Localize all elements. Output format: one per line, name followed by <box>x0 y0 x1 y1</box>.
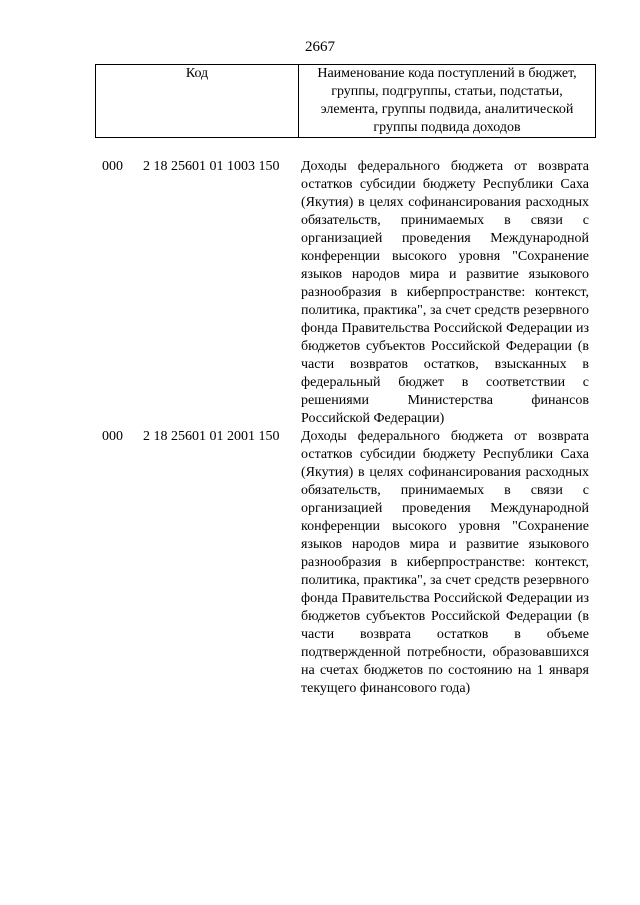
header-code-column: Код <box>96 65 299 138</box>
budget-classification-code: 2 18 25601 01 2001 150 <box>143 429 280 444</box>
admin-code: 000 <box>102 159 123 174</box>
page-number: 2667 <box>305 39 335 55</box>
admin-code: 000 <box>102 429 123 444</box>
budget-classification-code: 2 18 25601 01 1003 150 <box>143 159 280 174</box>
header-table <box>95 64 596 138</box>
income-code-row <box>95 158 596 428</box>
income-code-row <box>95 428 596 698</box>
header-name-column: Наименование кода поступлений в бюджет, группы, подгруппы, статьи, подстатьи, элемента, группы подвида, аналитической группы подвида доходов <box>299 65 596 138</box>
income-code-list <box>95 158 596 698</box>
income-code-description: Доходы федерального бюджета от возврата остатков субсидии бюджету Республики Саха (Якутия) в целях софинансирования расходных обязательств, принимаемых в связи с организацией проведения Международной конференции высокого уровня "Сохранение языков народов мира и развитие языкового разнообразия в киберпространстве: контекст, политика, практика", за счет средств резервного фонда Правительства Российской Федерации из бюджетов субъектов Российской Федерации (в части возвратов остатков, взысканных в федеральный бюджет в соответствии с решениями Министерства финансов Российской Федерации) <box>301 159 589 426</box>
income-code-description: Доходы федерального бюджета от возврата остатков субсидии бюджету Республики Саха (Якутия) в целях софинансирования расходных обязательств, принимаемых в связи с организацией проведения Международной конференции высокого уровня "Сохранение языков народов мира и развитие языкового разнообразия в киберпространстве: контекст, политика, практика", за счет средств резервного фонда Правительства Российской Федерации из бюджетов субъектов Российской Федерации (в части возврата остатков в объеме подтвержденной потребности, образовавшихся на счетах бюджетов по состоянию на 1 января текущего финансового года) <box>301 429 589 696</box>
